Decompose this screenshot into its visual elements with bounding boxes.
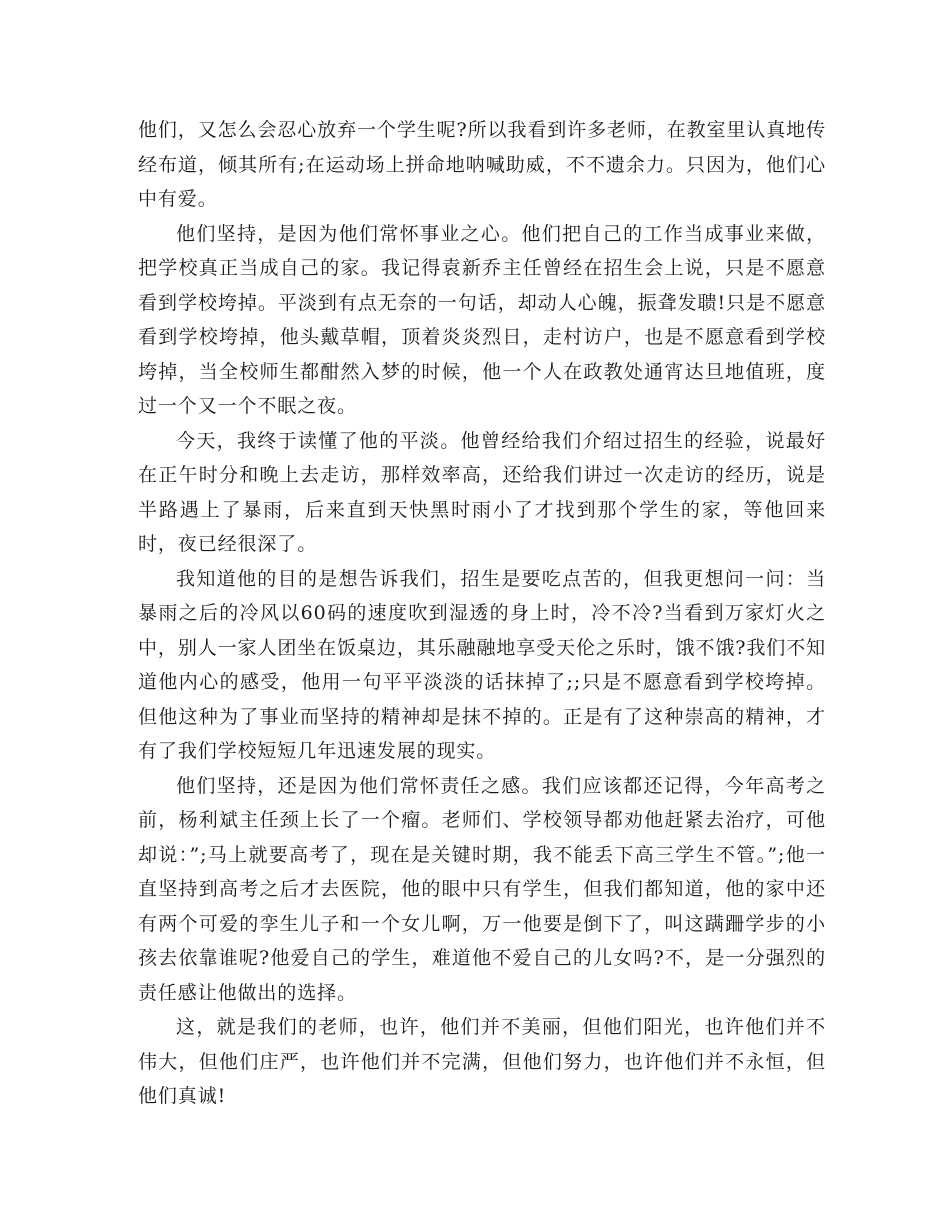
paragraph-2: 他们坚持，是因为他们常怀事业之心。他们把自己的工作当成事业来做，把学校真正当成自己的家。我记得袁新乔主任曾经在招生会上说，只是不愿意看到学校垮掉。平淡到有点无奈的一句话，却动人心魄，振聋发聩!只是不愿意看到学校垮掉，他头戴草帽，顶着炎炎烈日，走村访户，也是不愿意看到学校垮掉，当全校师生都酣然入梦的时候，他一个人在政教处通宵达旦地值班，度过一个又一个不眠之夜。 — [138, 222, 826, 417]
paragraph-3: 今天，我终于读懂了他的平淡。他曾经给我们介绍过招生的经验，说最好在正午时分和晚上去走访，那样效率高，还给我们讲过一次走访的经历，说是半路遇上了暴雨，后来直到天快黑时雨小了才找到那个学生的家，等他回来时，夜已经很深了。 — [138, 429, 826, 555]
paragraph-1: 他们，又怎么会忍心放弃一个学生呢?所以我看到许多老师，在教室里认真地传经布道，倾其所有;在运动场上拼命地呐喊助威，不不遗余力。只因为，他们心中有爱。 — [138, 119, 826, 210]
paragraph-5: 他们坚持，还是因为他们常怀责任之感。我们应该都还记得，今年高考之前，杨利斌主任颈上长了一个瘤。老师们、学校领导都劝他赶紧去治疗，可他却说：”;马上就要高考了，现在是关键时期，我不能丢下高三学生不管。”;他一直坚持到高考之后才去医院，他的眼中只有学生，但我们都知道，他的家中还有两个可爱的孪生儿子和一个女儿啊，万一他要是倒下了，叫这蹒跚学步的小孩去依靠谁呢?他爱自己的学生，难道他不爱自己的儿女吗?不，是一分强烈的责任感让他做出的选择。 — [138, 774, 826, 1004]
body-text — [138, 113, 826, 1114]
paragraph-6: 这，就是我们的老师，也许，他们并不美丽，但他们阳光，也许他们并不伟大，但他们庄严，也许他们并不完满，但他们努力，也许他们并不永恒，但他们真诚! — [138, 1016, 826, 1107]
paragraph-4: 我知道他的目的是想告诉我们，招生是要吃点苦的，但我更想问一问：当暴雨之后的冷风以60码的速度吹到湿透的身上时，冷不冷?当看到万家灯火之中，别人一家人团坐在饭桌边，其乐融融地享受天伦之乐时，饿不饿?我们不知道他内心的感受，他用一句平平淡淡的话抹掉了;;只是不愿意看到学校垮掉。但他这种为了事业而坚持的精神却是抹不掉的。正是有了这种崇高的精神，才有了我们学校短短几年迅速发展的现实。 — [138, 567, 826, 762]
